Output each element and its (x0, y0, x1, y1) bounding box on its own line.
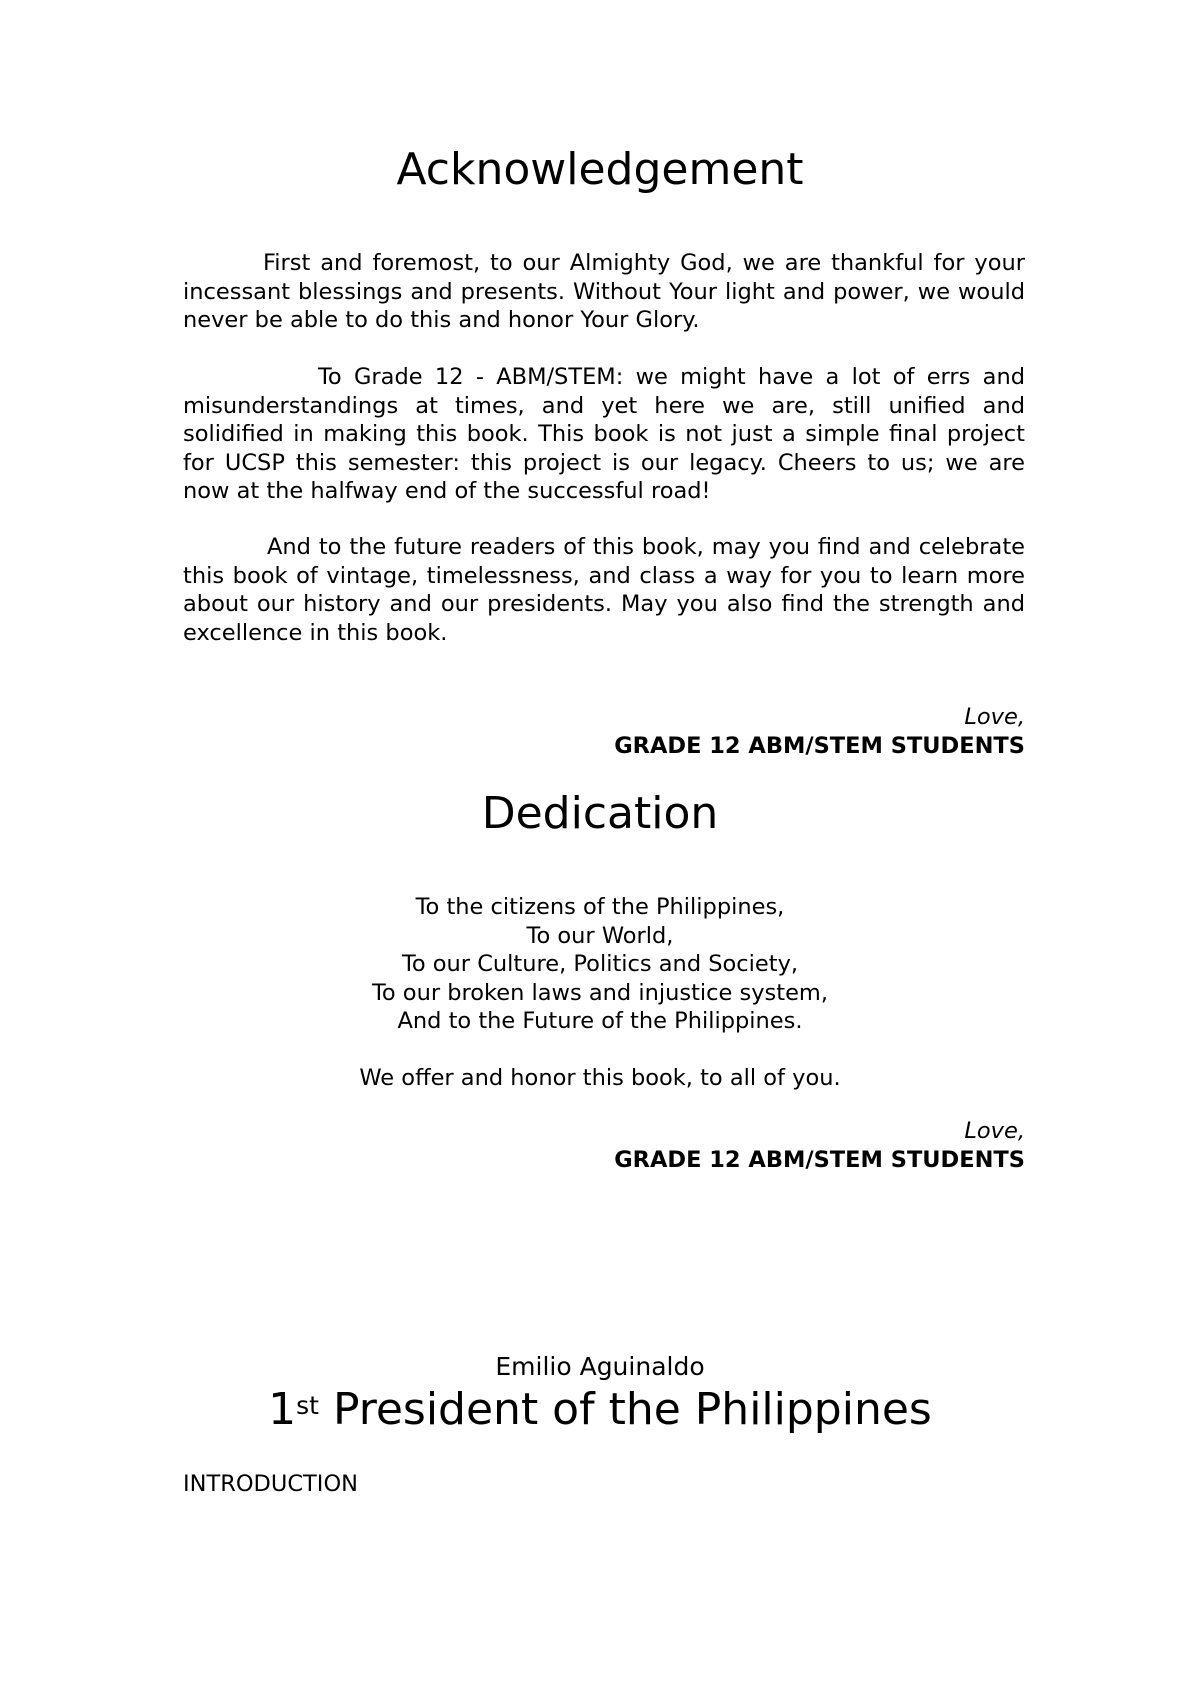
dedication-signature: GRADE 12 ABM/STEM STUDENTS (614, 1147, 1025, 1173)
dedication-line: To the citizens of the Philippines, (415, 894, 785, 920)
dedication-offer: We offer and honor this book, to all of you. (359, 1065, 841, 1091)
acknowledgement-paragraph-2: To Grade 12 - ABM/STEM: we might have a lot of errs and misunderstandings at times, and yet here we are, still unified and solidified in making this book. This book is not just a simple final project for UCSP this semester: this project is our legacy. Cheers to us; we are now at the halfway end of the successful road! (183, 364, 1025, 504)
ordinal-number: 1 (268, 1384, 297, 1435)
dedication-line: To our broken laws and injustice system, (371, 979, 829, 1006)
acknowledgement-signature: GRADE 12 ABM/STEM STUDENTS (614, 733, 1025, 759)
acknowledgement-paragraph-3: And to the future readers of this book, may you find and celebrate this book of vintage, timelessness, and class a way for you to learn more about our history and our presidents. May you also find the strength and excellence in this book. (183, 534, 1025, 646)
dedication-line: And to the Future of the Philippines. (397, 1008, 803, 1034)
section-introduction: INTRODUCTION (183, 1471, 358, 1497)
dedication-closing: Love, (964, 1118, 1025, 1144)
dedication-signoff (183, 1117, 1025, 1175)
chapter-title (0, 1384, 1200, 1436)
dedication-title: Dedication (481, 788, 719, 839)
acknowledgement-title: Acknowledgement (396, 144, 804, 195)
dedication-line: To our Culture, Politics and Society, (401, 951, 799, 977)
acknowledgement-closing: Love, (964, 704, 1025, 730)
acknowledgement-signoff (183, 703, 1025, 761)
president-name: Emilio Aguinaldo (495, 1352, 705, 1381)
acknowledgement-paragraph-1: First and foremost, to our Almighty God, we are thankful for your incessant blessings and presents. Without Your light and power, we would never be able to do this and honor Your Glory. (183, 250, 1025, 333)
ordinal-suffix: st (296, 1391, 319, 1420)
dedication-line: To our World, (526, 922, 674, 949)
chapter-title-rest: President of the Philippines (318, 1384, 932, 1435)
dedication-lines (0, 893, 1200, 1036)
